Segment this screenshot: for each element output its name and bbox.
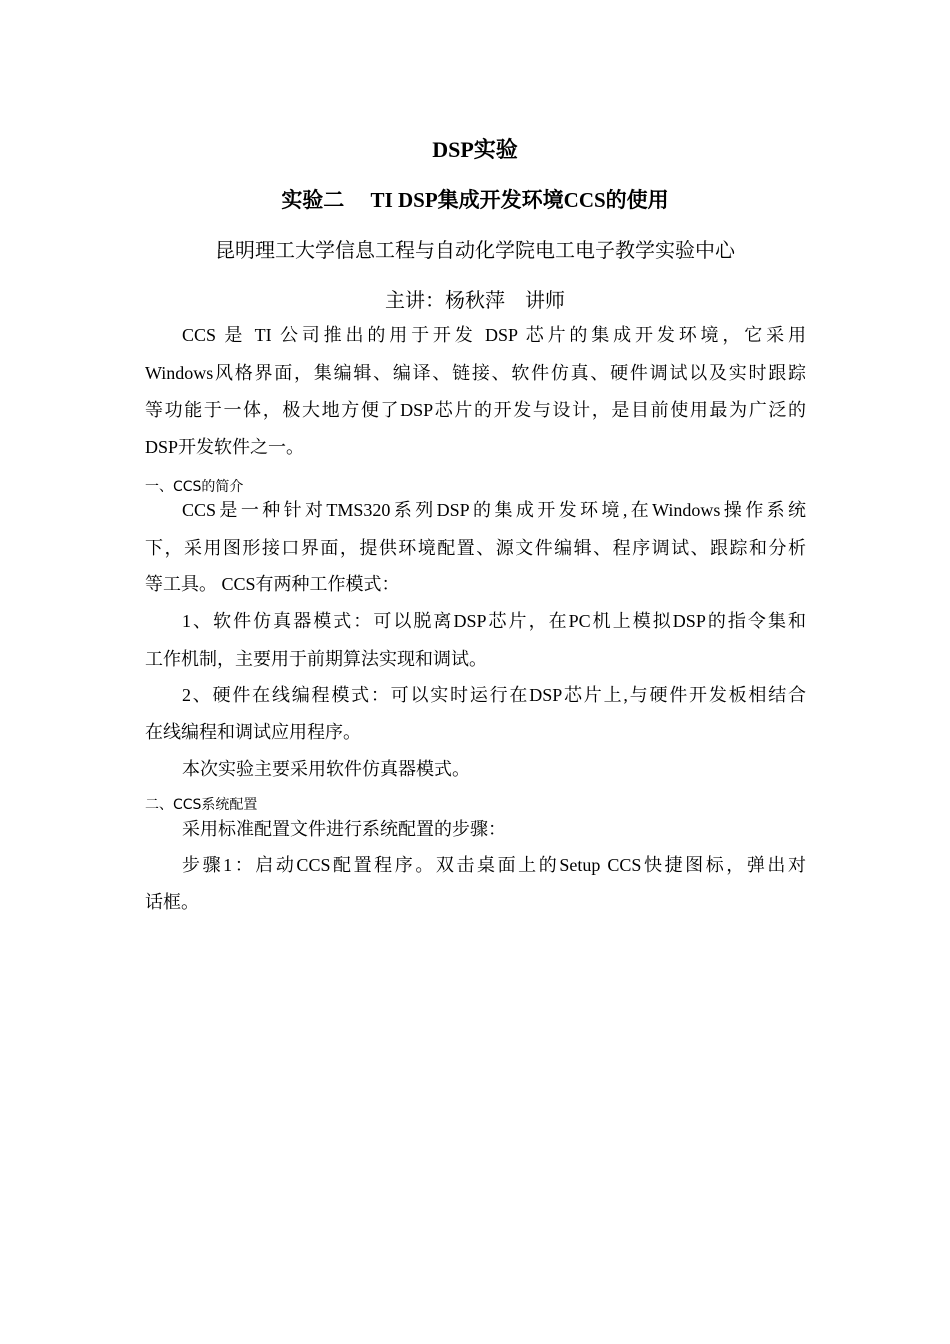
lecturer-line: 主讲：杨秋萍 讲师 <box>385 290 565 312</box>
section1-heading: 一、CCS的简介 <box>145 479 244 495</box>
intro-line: DSP开发软件之一。 <box>145 437 305 457</box>
mode1-line: 工作机制，主要用于前期算法实现和调试。 <box>145 649 487 669</box>
section2-para: 采用标准配置文件进行系统配置的步骤： <box>182 819 506 839</box>
mode1-line: 1、软件仿真器模式：可以脱离DSP芯片，在PC机上模拟DSP的指令集和 <box>182 611 806 631</box>
intro-line: 等功能于一体，极大地方便了DSP芯片的开发与设计，是目前使用最为广泛的 <box>145 400 806 420</box>
section1-para-line: CCS是一种针对TMS320系列DSP的集成开发环境,在Windows操作系统 <box>182 500 806 520</box>
document-title: DSP实验 <box>432 137 518 162</box>
step1-line: 步骤1：启动CCS配置程序。双击桌面上的Setup CCS快捷图标，弹出对 <box>182 855 806 875</box>
intro-line: Windows风格界面，集编辑、编译、链接、软件仿真、硬件调试以及实时跟踪 <box>145 363 806 383</box>
institution-line: 昆明理工大学信息工程与自动化学院电工电子教学实验中心 <box>215 240 735 262</box>
mode2-line: 在线编程和调试应用程序。 <box>145 722 361 742</box>
section1-para-line: 下，采用图形接口界面，提供环境配置、源文件编辑、程序调试、跟踪和分析 <box>145 538 806 558</box>
intro-line: CCS 是 TI 公司推出的用于开发 DSP 芯片的集成开发环境，它采用 <box>182 325 806 345</box>
document-subtitle: 实验二 TI DSP集成开发环境CCS的使用 <box>281 188 669 212</box>
mode-note: 本次实验主要采用软件仿真器模式。 <box>182 759 470 779</box>
section1-para-line: 等工具。 CCS有两种工作模式： <box>145 574 400 594</box>
section2-heading: 二、CCS系统配置 <box>145 797 258 813</box>
mode2-line: 2、硬件在线编程模式：可以实时运行在DSP芯片上,与硬件开发板相结合 <box>182 685 806 705</box>
step1-line: 话框。 <box>145 892 199 912</box>
